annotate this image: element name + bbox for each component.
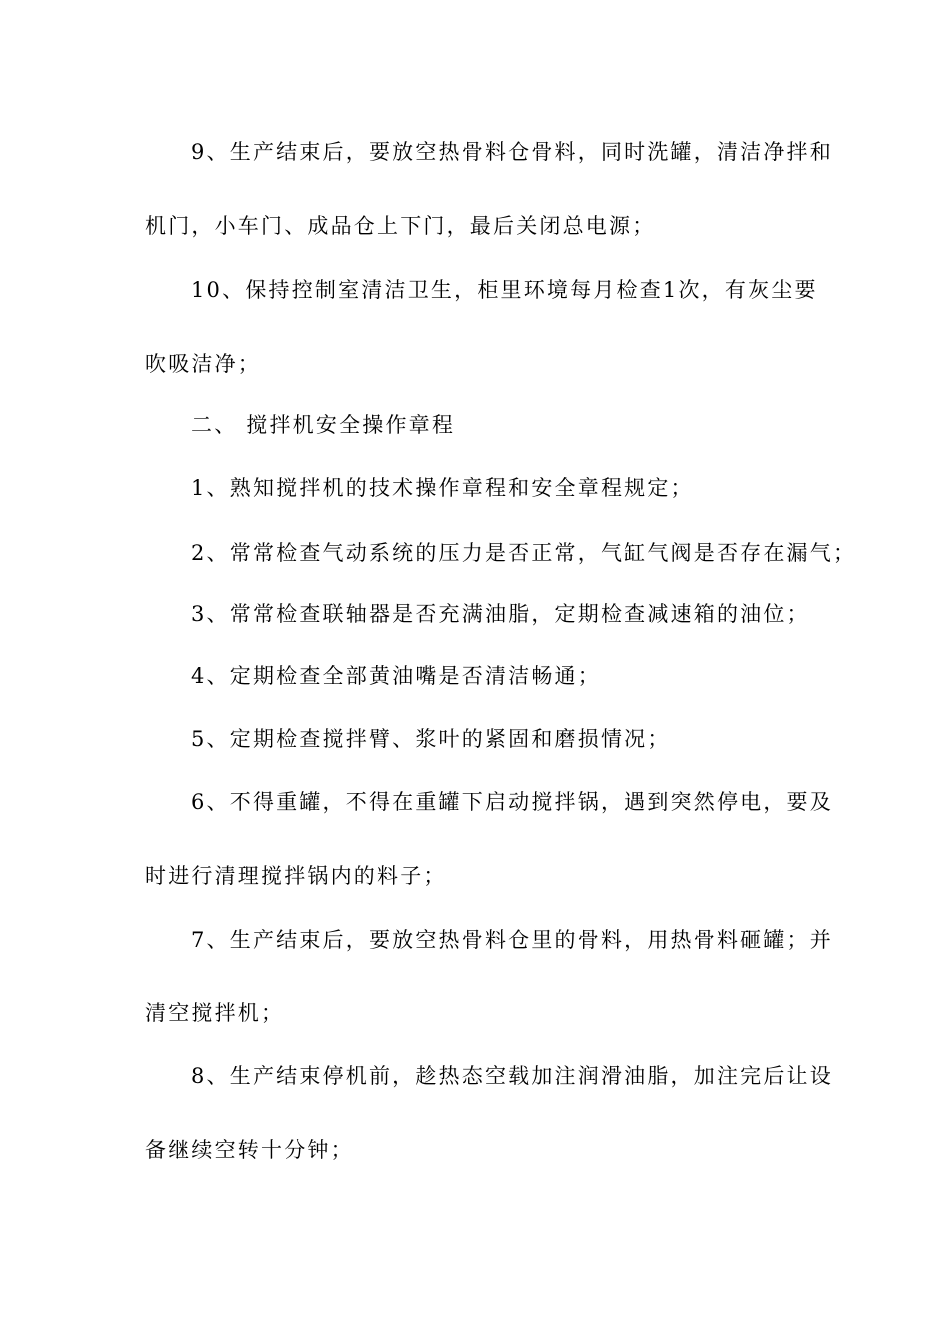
section-heading: 二、 搅拌机安全操作章程: [191, 413, 456, 437]
rule-8-line-2: 备继续空转十分钟；: [145, 1138, 354, 1162]
rule-7-line-2: 清空搅拌机；: [145, 1001, 285, 1025]
rule-4: 4、定期检查全部黄油嘴是否清洁畅通；: [191, 664, 601, 688]
paragraph-9-line-1: 9、生产结束后，要放空热骨料仓骨料，同时洗罐，清洁净拌和: [191, 140, 833, 164]
paragraph-9-line-2: 机门，小车门、成品仓上下门，最后关闭总电源；: [145, 214, 656, 238]
paragraph-10-line-1: 10、保持控制室清洁卫生，柜里环境每月检查1次，有灰尘要: [191, 278, 818, 302]
rule-2: 2、常常检查气动系统的压力是否正常，气缸气阀是否存在漏气；: [191, 541, 857, 565]
rule-3: 3、常常检查联轴器是否充满油脂，定期检查减速箱的油位；: [191, 602, 810, 626]
rule-5: 5、定期检查搅拌臂、浆叶的紧固和磨损情况；: [191, 727, 671, 751]
rule-1: 1、熟知搅拌机的技术操作章程和安全章程规定；: [191, 476, 694, 500]
paragraph-10-line-2: 吹吸洁净；: [145, 352, 261, 376]
rule-8-line-1: 8、生产结束停机前，趁热态空载加注润滑油脂，加注完后让设: [191, 1064, 833, 1088]
rule-7-line-1: 7、生产结束后，要放空热骨料仓里的骨料，用热骨料砸罐；并: [191, 928, 833, 952]
rule-6-line-1: 6、不得重罐，不得在重罐下启动搅拌锅，遇到突然停电，要及: [191, 790, 833, 814]
rule-6-line-2: 时进行清理搅拌锅内的料子；: [145, 864, 447, 888]
